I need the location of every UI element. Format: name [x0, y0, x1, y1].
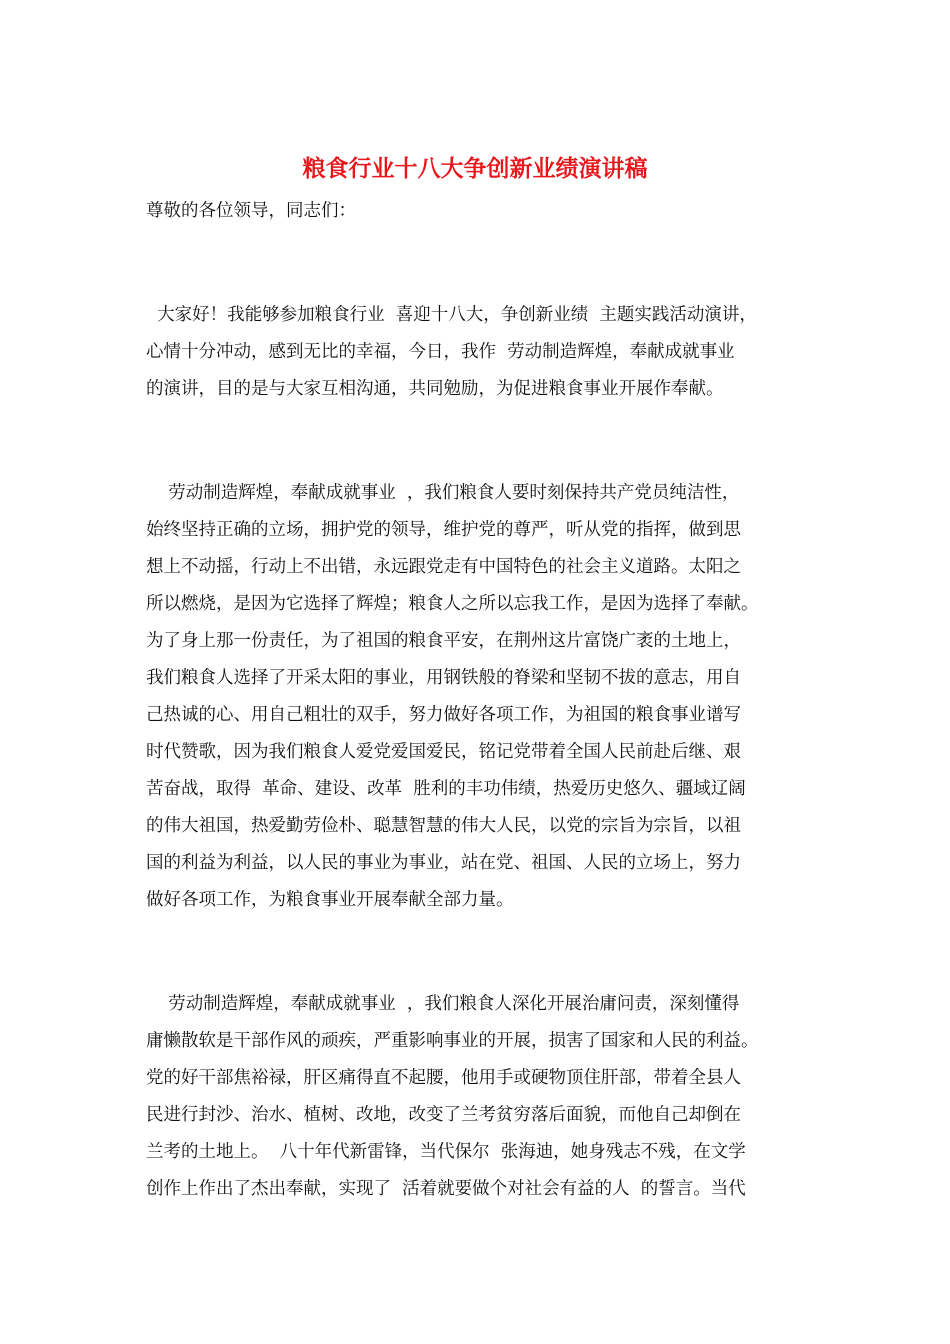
paragraph-2-line: 己热诚的心、用自己粗壮的双手，努力做好各项工作，为祖国的粮食事业谱写 [146, 705, 741, 725]
paragraph-3-line: 兰考的土地上。 八十年代新雷锋，当代保尔 张海迪，她身残志不残，在文学 [146, 1142, 746, 1162]
paragraph-2-line: 国的利益为利益，以人民的事业为事业，站在党、祖国、人民的立场上，努力 [146, 853, 741, 873]
paragraph-2-line: 劳动制造辉煌，奉献成就事业 ，我们粮食人要时刻保持共产党员纯洁性， [146, 483, 740, 503]
paragraph-2-line: 苦奋战，取得 革命、建设、改革 胜利的丰功伟绩，热爱历史悠久、疆域辽阔 [146, 779, 746, 799]
paragraph-2-line: 为了身上那一份责任，为了祖国的粮食平安，在荆州这片富饶广袤的土地上， [146, 631, 741, 651]
paragraph-2-line: 始终坚持正确的立场，拥护党的领导，维护党的尊严，听从党的指挥，做到思 [146, 520, 741, 540]
paragraph-2-line: 做好各项工作，为粮食事业开展奉献全部力量。 [146, 890, 514, 910]
paragraph-3-line: 庸懒散软是干部作风的顽疾，严重影响事业的开展，损害了国家和人民的利益。 [146, 1031, 759, 1051]
paragraph-2-line: 想上不动摇，行动上不出错，永远跟党走有中国特色的社会主义道路。太阳之 [146, 557, 741, 577]
paragraph-2-line: 的伟大祖国，热爱勤劳俭朴、聪慧智慧的伟大人民，以党的宗旨为宗旨，以祖 [146, 816, 741, 836]
document-title: 粮食行业十八大争创新业绩演讲稿 [302, 155, 648, 182]
paragraph-2-line: 所以燃烧，是因为它选择了辉煌；粮食人之所以忘我工作，是因为选择了奉献。 [146, 594, 759, 614]
paragraph-2-line: 时代赞歌，因为我们粮食人爱党爱国爱民，铭记党带着全国人民前赴后继、艰 [146, 742, 741, 762]
paragraph-2-line: 我们粮食人选择了开采太阳的事业，用钢铁般的脊梁和坚韧不拔的意志，用自 [146, 668, 741, 688]
paragraph-3-line: 民进行封沙、治水、植树、改地，改变了兰考贫穷落后面貌，而他自己却倒在 [146, 1105, 741, 1125]
paragraph-1-line: 大家好！我能够参加粮食行业 喜迎十八大，争创新业绩 主题实践活动演讲， [146, 305, 757, 325]
paragraph-1-line: 的演讲，目的是与大家互相沟通，共同勉励，为促进粮食事业开展作奉献。 [146, 379, 724, 399]
paragraph-3-line: 党的好干部焦裕禄，肝区痛得直不起腰，他用手或硬物顶住肝部，带着全县人 [146, 1068, 741, 1088]
paragraph-3-line: 创作上作出了杰出奉献，实现了 活着就要做个对社会有益的人 的誓言。当代 [146, 1179, 746, 1199]
paragraph-3-line: 劳动制造辉煌，奉献成就事业 ，我们粮食人深化开展治庸问责，深刻懂得 [146, 994, 740, 1014]
paragraph-1-line: 心情十分冲动，感到无比的幸福，今日，我作 劳动制造辉煌，奉献成就事业 [146, 342, 735, 362]
greeting-line: 尊敬的各位领导，同志们： [146, 201, 356, 221]
